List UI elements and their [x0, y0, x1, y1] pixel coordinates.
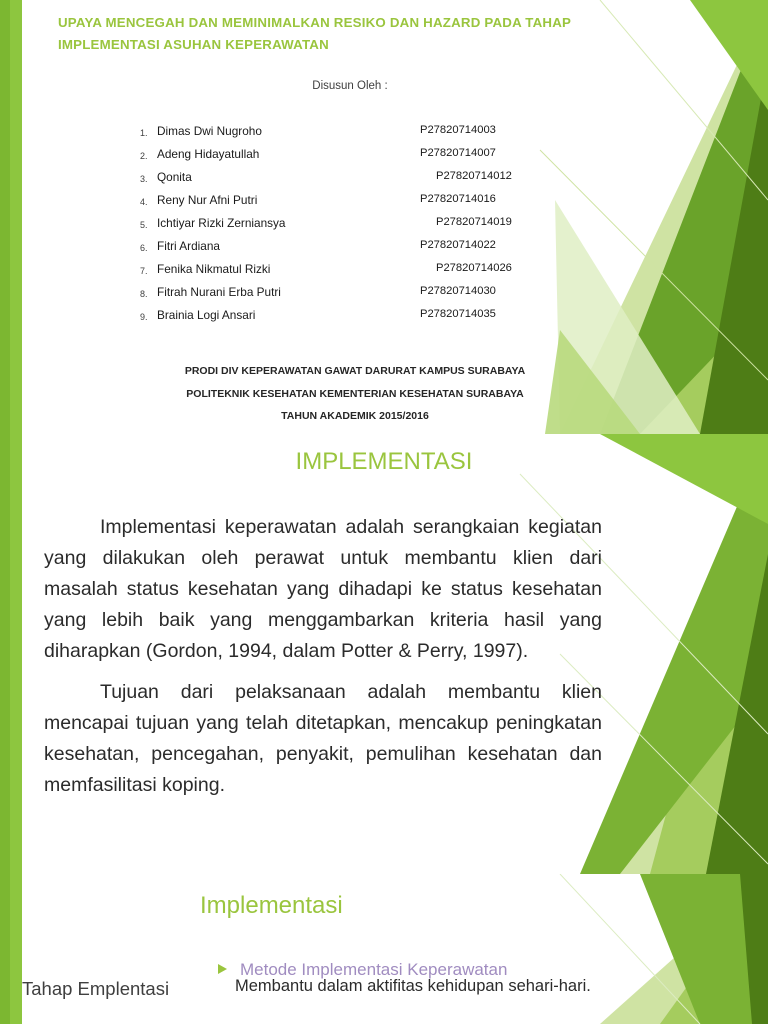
- slide-2-paragraph-2: Tujuan dari pelaksanaan adalah membantu klien mencapai tujuan yang telah ditetapkan, mencakup peningkatan kesehatan, pencegahan, penyakit, pemulihan kesehatan dan memfasilitasi koping.: [44, 681, 602, 796]
- slide-3-bullet-heading: Metode Implementasi Keperawatan: [240, 960, 508, 979]
- member-name: Fitrah Nurani Erba Putri: [157, 285, 281, 299]
- member-nim: P27820714022: [420, 239, 496, 251]
- slide-1-title: UPAYA MENCEGAH DAN MEMINIMALKAN RESIKO DAN HAZARD PADA TAHAP IMPLEMENTASI ASUHAN KEPERAWATAN: [58, 15, 571, 52]
- member-number: 9.: [140, 312, 148, 322]
- member-row: [140, 285, 620, 308]
- member-row: [140, 239, 620, 262]
- member-name: Ichtiyar Rizki Zerniansya: [157, 216, 286, 230]
- slide-2-title: IMPLEMENTASI: [295, 448, 473, 475]
- member-name: Dimas Dwi Nugroho: [157, 124, 262, 138]
- member-row: [140, 193, 620, 216]
- member-number: 7.: [140, 266, 148, 276]
- slide-3-left-bar-dark: [0, 874, 10, 1024]
- member-number: 4.: [140, 197, 148, 207]
- member-name: Reny Nur Afni Putri: [157, 193, 258, 207]
- slide-3-decoration: [0, 874, 768, 1024]
- slide-3-side-label: Tahap Emplentasi: [22, 978, 170, 999]
- slide-3-title: Implementasi: [200, 892, 343, 919]
- member-nim: P27820714035: [420, 308, 496, 320]
- footer-line-3: TAHUN AKADEMIK 2015/2016: [281, 410, 429, 422]
- slide-2-body: [44, 512, 602, 811]
- member-nim: P27820714007: [420, 147, 496, 159]
- member-row: [140, 216, 620, 239]
- slide-3: [0, 874, 768, 1024]
- member-name: Fenika Nikmatul Rizki: [157, 262, 271, 276]
- member-number: 2.: [140, 151, 148, 161]
- member-nim: P27820714030: [420, 285, 496, 297]
- member-name: Adeng Hidayatullah: [157, 147, 260, 161]
- member-list: [140, 124, 620, 331]
- member-name: Qonita: [157, 170, 192, 184]
- member-number: 6.: [140, 243, 148, 253]
- member-row: [140, 124, 620, 147]
- member-nim: P27820714003: [420, 124, 496, 136]
- bullet-arrow-icon: [218, 964, 227, 974]
- member-row: [140, 262, 620, 285]
- slide-2-paragraph-1: Implementasi keperawatan adalah serangkaian kegiatan yang dilakukan oleh perawat untuk membantu klien dari masalah status kesehatan yang dihadapi ke status kesehatan yang lebih baik yang menggambarkan kriteria hasil yang diharapkan (Gordon, 1994, dalam Potter & Perry, 1997).: [44, 516, 602, 662]
- footer-line-2: POLITEKNIK KESEHATAN KEMENTERIAN KESEHATAN SURABAYA: [186, 387, 524, 400]
- member-nim: P27820714012: [436, 170, 512, 182]
- slide-1-footer: [0, 360, 710, 428]
- member-row: [140, 308, 620, 331]
- slide-2-left-bar-dark: [0, 434, 10, 874]
- member-name: Fitri Ardiana: [157, 239, 220, 253]
- member-nim: P27820714026: [436, 262, 512, 274]
- member-row: [140, 170, 620, 193]
- slide-2: [0, 434, 768, 874]
- member-number: 8.: [140, 289, 148, 299]
- footer-line-1: PRODI DIV KEPERAWATAN GAWAT DARURAT KAMPUS SURABAYA: [184, 365, 526, 377]
- compiled-by-label: Disusun Oleh :: [312, 80, 388, 92]
- slide-3-bullet-text: Membantu dalam aktifitas kehidupan sehari-hari.: [235, 977, 591, 995]
- member-number: 1.: [140, 128, 148, 138]
- member-nim: P27820714019: [436, 216, 512, 228]
- member-row: [140, 147, 620, 170]
- member-name: Brainia Logi Ansari: [157, 308, 256, 322]
- member-nim: P27820714016: [420, 193, 496, 205]
- member-number: 3.: [140, 174, 148, 184]
- member-number: 5.: [140, 220, 148, 230]
- slide-1: [0, 0, 768, 434]
